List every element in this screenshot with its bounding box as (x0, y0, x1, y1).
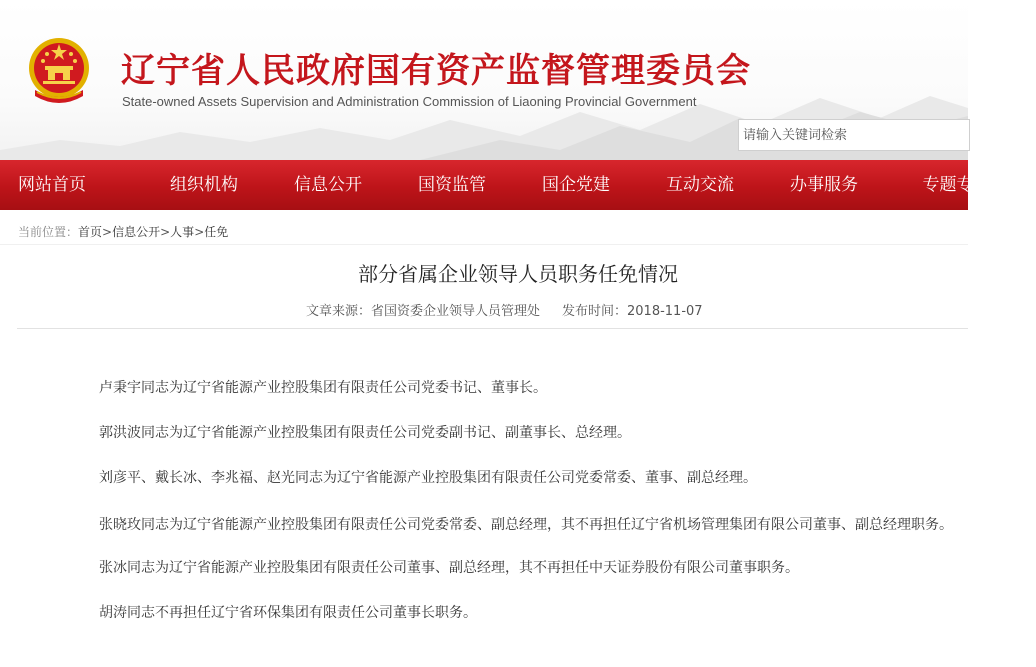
article-paragraph: 胡涛同志不再担任辽宁省环保集团有限责任公司董事长职务。 (99, 605, 477, 621)
breadcrumb-divider (0, 244, 968, 245)
nav-item-services[interactable]: 办事服务 (790, 175, 858, 195)
breadcrumb-separator: > (194, 225, 205, 239)
breadcrumb-appointments[interactable]: 任免 (204, 225, 229, 239)
nav-item-info-disclosure[interactable]: 信息公开 (294, 175, 362, 195)
main-nav (0, 160, 974, 210)
nav-item-organization[interactable]: 组织机构 (170, 175, 238, 195)
breadcrumb-home[interactable]: 首页 (78, 225, 103, 239)
nav-item-interaction[interactable]: 互动交流 (666, 175, 734, 195)
article-source: 文章来源：省国资委企业领导人员管理处 (306, 304, 541, 319)
article-title: 部分省属企业领导人员职务任免情况 (358, 262, 678, 286)
nav-item-party-building[interactable]: 国企党建 (542, 175, 610, 195)
breadcrumb-separator: > (102, 225, 113, 239)
article-body (69, 378, 968, 648)
article-divider (17, 328, 968, 329)
breadcrumb-separator: > (160, 225, 171, 239)
national-emblem-icon (25, 34, 93, 108)
article-paragraph: 郭洪波同志为辽宁省能源产业控股集团有限责任公司党委副书记、副董事长、总经理。 (99, 425, 631, 441)
article-meta (306, 300, 703, 319)
article-paragraph: 卢秉宇同志为辽宁省能源产业控股集团有限责任公司党委书记、董事长。 (99, 380, 547, 396)
nav-item-topics[interactable]: 专题专 (922, 175, 974, 195)
breadcrumb-info-disclosure[interactable]: 信息公开 (112, 225, 161, 239)
nav-item-supervision[interactable]: 国资监管 (418, 175, 486, 195)
search-input[interactable] (738, 119, 970, 151)
breadcrumb (18, 223, 228, 240)
site-title: 辽宁省人民政府国有资产监督管理委员会 (121, 51, 751, 91)
article-paragraph: 张晓玫同志为辽宁省能源产业控股集团有限责任公司党委常委、副总经理，其不再担任辽宁省机场管理集团有限公司董事、副总经理职务。 (99, 517, 953, 533)
breadcrumb-prefix: 当前位置： (18, 225, 79, 239)
article-paragraph: 刘彦平、戴长冰、李兆福、赵光同志为辽宁省能源产业控股集团有限责任公司党委常委、董事、副总经理。 (99, 470, 757, 486)
site-header (0, 0, 968, 160)
site-subtitle: State-owned Assets Supervision and Administration Commission of Liaoning Provincial Government (122, 94, 697, 109)
breadcrumb-personnel[interactable]: 人事 (170, 225, 195, 239)
nav-item-home[interactable]: 网站首页 (18, 175, 86, 195)
article-date: 发布时间：2018-11-07 (562, 304, 703, 319)
article-paragraph: 张冰同志为辽宁省能源产业控股集团有限责任公司董事、副总经理，其不再担任中天证券股份有限公司董事职务。 (99, 560, 799, 576)
